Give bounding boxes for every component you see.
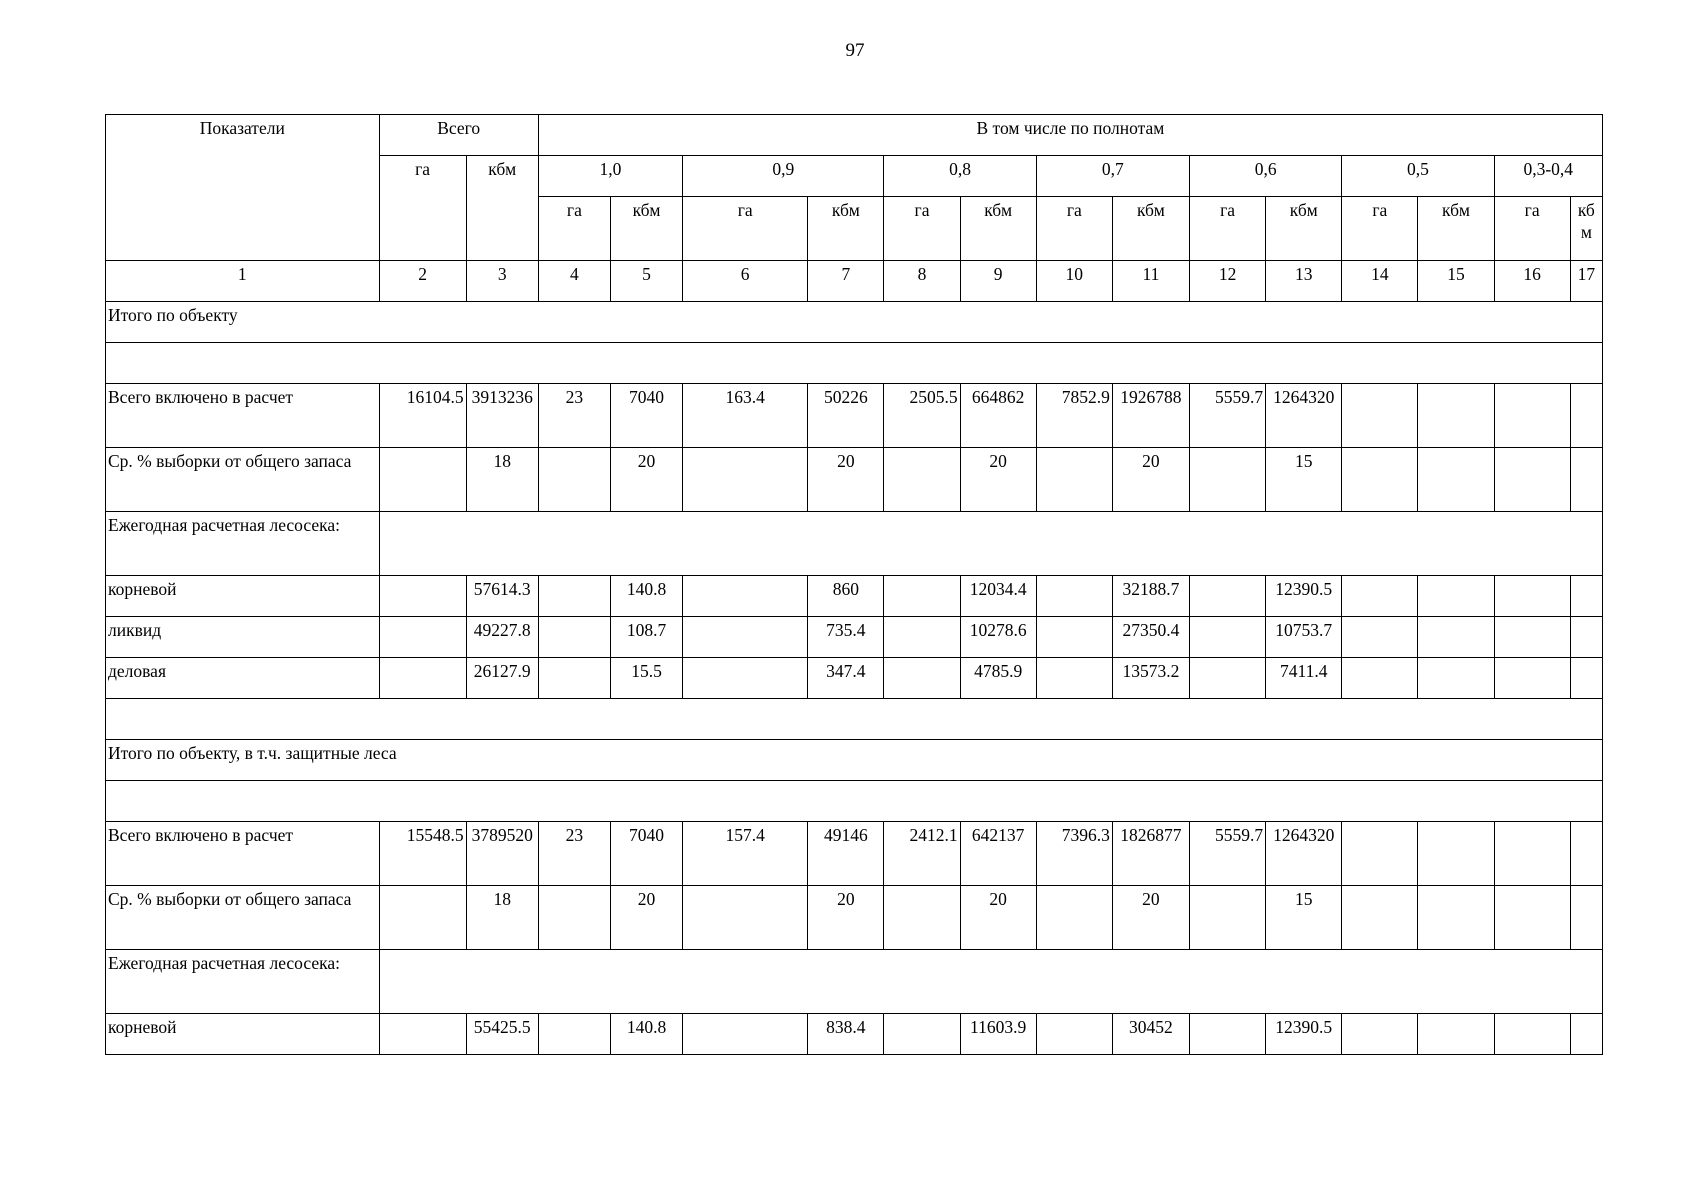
table-cell: 140.8	[610, 576, 682, 617]
table-cell	[1342, 658, 1418, 699]
header-indicators: Показатели	[106, 115, 380, 261]
table-cell	[1190, 617, 1266, 658]
column-number: 16	[1494, 261, 1570, 302]
table-cell: 57614.3	[466, 576, 538, 617]
table-cell	[1494, 617, 1570, 658]
column-number: 17	[1570, 261, 1602, 302]
table-cell	[1494, 448, 1570, 512]
table-cell	[1418, 822, 1494, 886]
table-cell: 5559.7	[1190, 384, 1266, 448]
column-number: 10	[1036, 261, 1112, 302]
table-cell: 3913236	[466, 384, 538, 448]
header-unit-ha: га	[1494, 197, 1570, 261]
header-density: 0,8	[884, 156, 1036, 197]
table-cell: 20	[960, 886, 1036, 950]
table-cell: 20	[1112, 886, 1189, 950]
table-cell	[1418, 576, 1494, 617]
table-cell: 15548.5	[379, 822, 466, 886]
table-cell	[1418, 617, 1494, 658]
table-cell: 23	[538, 822, 610, 886]
annual-cut-row	[106, 1014, 1603, 1055]
column-number: 5	[610, 261, 682, 302]
header-total-ha: га	[379, 156, 466, 261]
header-unit-ha: га	[538, 197, 610, 261]
table-cell	[1494, 384, 1570, 448]
table-cell	[1190, 576, 1266, 617]
table-cell	[683, 1014, 808, 1055]
column-number: 12	[1190, 261, 1266, 302]
header-unit-kbm: кбм	[1266, 197, 1342, 261]
table-cell: 26127.9	[466, 658, 538, 699]
table-cell: 2412.1	[884, 822, 960, 886]
table-cell: 1264320	[1266, 822, 1342, 886]
table-cell	[683, 658, 808, 699]
table-cell	[538, 1014, 610, 1055]
section-title-row	[106, 740, 1603, 781]
table-cell	[1342, 576, 1418, 617]
table-cell	[379, 617, 466, 658]
column-number: 8	[884, 261, 960, 302]
header-total: Всего	[379, 115, 538, 156]
table-cell: 12390.5	[1266, 576, 1342, 617]
table-cell	[538, 576, 610, 617]
table-cell	[1494, 658, 1570, 699]
row-label: Ежегодная расчетная лесосека:	[106, 512, 380, 576]
table-cell: 735.4	[808, 617, 884, 658]
table-cell: 642137	[960, 822, 1036, 886]
empty-row	[106, 343, 1603, 384]
header-unit-kbm: кбм	[610, 197, 682, 261]
section-title-row-cell: Итого по объекту	[106, 302, 1603, 343]
row-label: корневой	[106, 1014, 380, 1055]
section-title-row	[106, 302, 1603, 343]
column-number: 7	[808, 261, 884, 302]
table-cell: 347.4	[808, 658, 884, 699]
table-cell: 49146	[808, 822, 884, 886]
table-cell	[1036, 576, 1112, 617]
table-cell	[1036, 448, 1112, 512]
row-label: ликвид	[106, 617, 380, 658]
table-cell: 15.5	[610, 658, 682, 699]
table-cell	[1418, 658, 1494, 699]
column-number: 1	[106, 261, 380, 302]
column-number: 14	[1342, 261, 1418, 302]
row-label: деловая	[106, 658, 380, 699]
column-number: 4	[538, 261, 610, 302]
table-cell: 20	[808, 448, 884, 512]
table-cell	[538, 448, 610, 512]
column-number: 2	[379, 261, 466, 302]
table-cell: 7852.9	[1036, 384, 1112, 448]
table-cell: 5559.7	[1190, 822, 1266, 886]
column-number: 11	[1112, 261, 1189, 302]
row-label: Всего включено в расчет	[106, 384, 380, 448]
table-cell: 15	[1266, 886, 1342, 950]
table-cell	[1036, 886, 1112, 950]
table-cell	[1494, 1014, 1570, 1055]
header-total-kbm: кбм	[466, 156, 538, 261]
merged-empty-cell	[379, 950, 1602, 1014]
table-cell: 20	[1112, 448, 1189, 512]
table-cell: 7040	[610, 822, 682, 886]
table-cell	[538, 617, 610, 658]
table-cell	[1570, 448, 1602, 512]
table-cell	[1570, 384, 1602, 448]
table-cell: 860	[808, 576, 884, 617]
table-cell	[1418, 886, 1494, 950]
table-cell	[1570, 1014, 1602, 1055]
table-cell: 18	[466, 448, 538, 512]
table-cell	[884, 1014, 960, 1055]
table-cell	[683, 617, 808, 658]
merged-empty-cell	[379, 512, 1602, 576]
annual-cut-row	[106, 617, 1603, 658]
table-cell: 20	[960, 448, 1036, 512]
table-cell: 49227.8	[466, 617, 538, 658]
table-cell: 23	[538, 384, 610, 448]
included-row	[106, 384, 1603, 448]
table-cell	[1494, 886, 1570, 950]
header-row-col-numbers	[106, 261, 1603, 302]
annual-cut-label-row	[106, 950, 1603, 1014]
table-cell	[1342, 1014, 1418, 1055]
table-cell: 140.8	[610, 1014, 682, 1055]
header-unit-kbm: кбм	[1418, 197, 1494, 261]
table-cell	[1342, 448, 1418, 512]
table-cell	[884, 658, 960, 699]
selection-row	[106, 886, 1603, 950]
table-cell	[1418, 448, 1494, 512]
header-unit-kbm: кбм	[808, 197, 884, 261]
table-cell: 2505.5	[884, 384, 960, 448]
table-cell	[379, 886, 466, 950]
table-cell: 10278.6	[960, 617, 1036, 658]
annual-cut-row	[106, 576, 1603, 617]
table-cell	[1036, 658, 1112, 699]
header-density: 0,5	[1342, 156, 1494, 197]
table-cell: 3789520	[466, 822, 538, 886]
table-cell: 12034.4	[960, 576, 1036, 617]
table-cell: 1826877	[1112, 822, 1189, 886]
table-cell: 11603.9	[960, 1014, 1036, 1055]
table-cell	[379, 658, 466, 699]
table-cell	[1342, 822, 1418, 886]
table-cell: 7411.4	[1266, 658, 1342, 699]
table-cell: 7396.3	[1036, 822, 1112, 886]
table-cell	[379, 448, 466, 512]
empty-row-cell	[106, 699, 1603, 740]
section-title-row-cell: Итого по объекту, в т.ч. защитные леса	[106, 740, 1603, 781]
header-by-density: В том числе по полнотам	[538, 115, 1602, 156]
table-cell	[538, 658, 610, 699]
table-cell	[683, 576, 808, 617]
table-cell: 20	[808, 886, 884, 950]
table-cell	[1342, 886, 1418, 950]
table-cell	[1190, 658, 1266, 699]
header-density: 0,9	[683, 156, 884, 197]
empty-row-cell	[106, 343, 1603, 384]
header-row-1	[106, 115, 1603, 156]
column-number: 9	[960, 261, 1036, 302]
table-cell: 30452	[1112, 1014, 1189, 1055]
table-cell: 32188.7	[1112, 576, 1189, 617]
table-cell: 163.4	[683, 384, 808, 448]
header-density: 0,7	[1036, 156, 1189, 197]
empty-row-cell	[106, 781, 1603, 822]
table-cell	[379, 1014, 466, 1055]
empty-row	[106, 699, 1603, 740]
table-cell: 50226	[808, 384, 884, 448]
table-cell: 13573.2	[1112, 658, 1189, 699]
table-cell: 1264320	[1266, 384, 1342, 448]
table-cell	[1342, 384, 1418, 448]
table-cell: 108.7	[610, 617, 682, 658]
header-density: 0,3-0,4	[1494, 156, 1602, 197]
header-unit-kbm: кбм	[1570, 197, 1602, 261]
allowable-cut-table	[105, 114, 1603, 1055]
table-cell	[683, 886, 808, 950]
table-cell	[538, 886, 610, 950]
annual-cut-row	[106, 658, 1603, 699]
table-cell	[884, 886, 960, 950]
table-cell	[1190, 448, 1266, 512]
row-label: Всего включено в расчет	[106, 822, 380, 886]
header-unit-kbm: кбм	[1112, 197, 1189, 261]
table-cell	[884, 576, 960, 617]
header-unit-kbm: кбм	[960, 197, 1036, 261]
table-cell: 4785.9	[960, 658, 1036, 699]
table-cell: 664862	[960, 384, 1036, 448]
header-unit-ha: га	[1190, 197, 1266, 261]
page-number: 97	[845, 40, 865, 61]
included-row	[106, 822, 1603, 886]
column-number: 15	[1418, 261, 1494, 302]
table-cell	[1342, 617, 1418, 658]
table-cell: 7040	[610, 384, 682, 448]
table-cell	[1190, 1014, 1266, 1055]
table-cell	[1570, 617, 1602, 658]
table-cell	[1418, 384, 1494, 448]
table-cell	[884, 448, 960, 512]
table-cell	[1494, 576, 1570, 617]
table-cell: 10753.7	[1266, 617, 1342, 658]
table-cell: 20	[610, 886, 682, 950]
table-cell	[1418, 1014, 1494, 1055]
table-cell	[379, 576, 466, 617]
table-cell	[1570, 822, 1602, 886]
table-cell: 20	[610, 448, 682, 512]
table-cell	[1570, 886, 1602, 950]
table-cell: 12390.5	[1266, 1014, 1342, 1055]
row-label: Ср. % выборки от общего запаса	[106, 886, 380, 950]
header-unit-ha: га	[884, 197, 960, 261]
empty-row	[106, 781, 1603, 822]
table-body	[106, 115, 1603, 1055]
header-unit-ha: га	[683, 197, 808, 261]
table-cell: 157.4	[683, 822, 808, 886]
table-cell: 55425.5	[466, 1014, 538, 1055]
table-cell	[683, 448, 808, 512]
row-label: Ср. % выборки от общего запаса	[106, 448, 380, 512]
column-number: 13	[1266, 261, 1342, 302]
row-label: Ежегодная расчетная лесосека:	[106, 950, 380, 1014]
table-cell	[1190, 886, 1266, 950]
table-cell: 15	[1266, 448, 1342, 512]
table-cell	[1570, 658, 1602, 699]
table-cell: 838.4	[808, 1014, 884, 1055]
column-number: 6	[683, 261, 808, 302]
table-cell	[1036, 1014, 1112, 1055]
header-density: 1,0	[538, 156, 682, 197]
table-cell: 1926788	[1112, 384, 1189, 448]
header-unit-ha: га	[1036, 197, 1112, 261]
column-number: 3	[466, 261, 538, 302]
annual-cut-label-row	[106, 512, 1603, 576]
table-cell	[1494, 822, 1570, 886]
selection-row	[106, 448, 1603, 512]
table-cell: 27350.4	[1112, 617, 1189, 658]
row-label: корневой	[106, 576, 380, 617]
table-cell	[1570, 576, 1602, 617]
table-cell	[884, 617, 960, 658]
table-cell	[1036, 617, 1112, 658]
header-density: 0,6	[1190, 156, 1342, 197]
header-unit-ha: га	[1342, 197, 1418, 261]
table-cell: 16104.5	[379, 384, 466, 448]
table-cell: 18	[466, 886, 538, 950]
